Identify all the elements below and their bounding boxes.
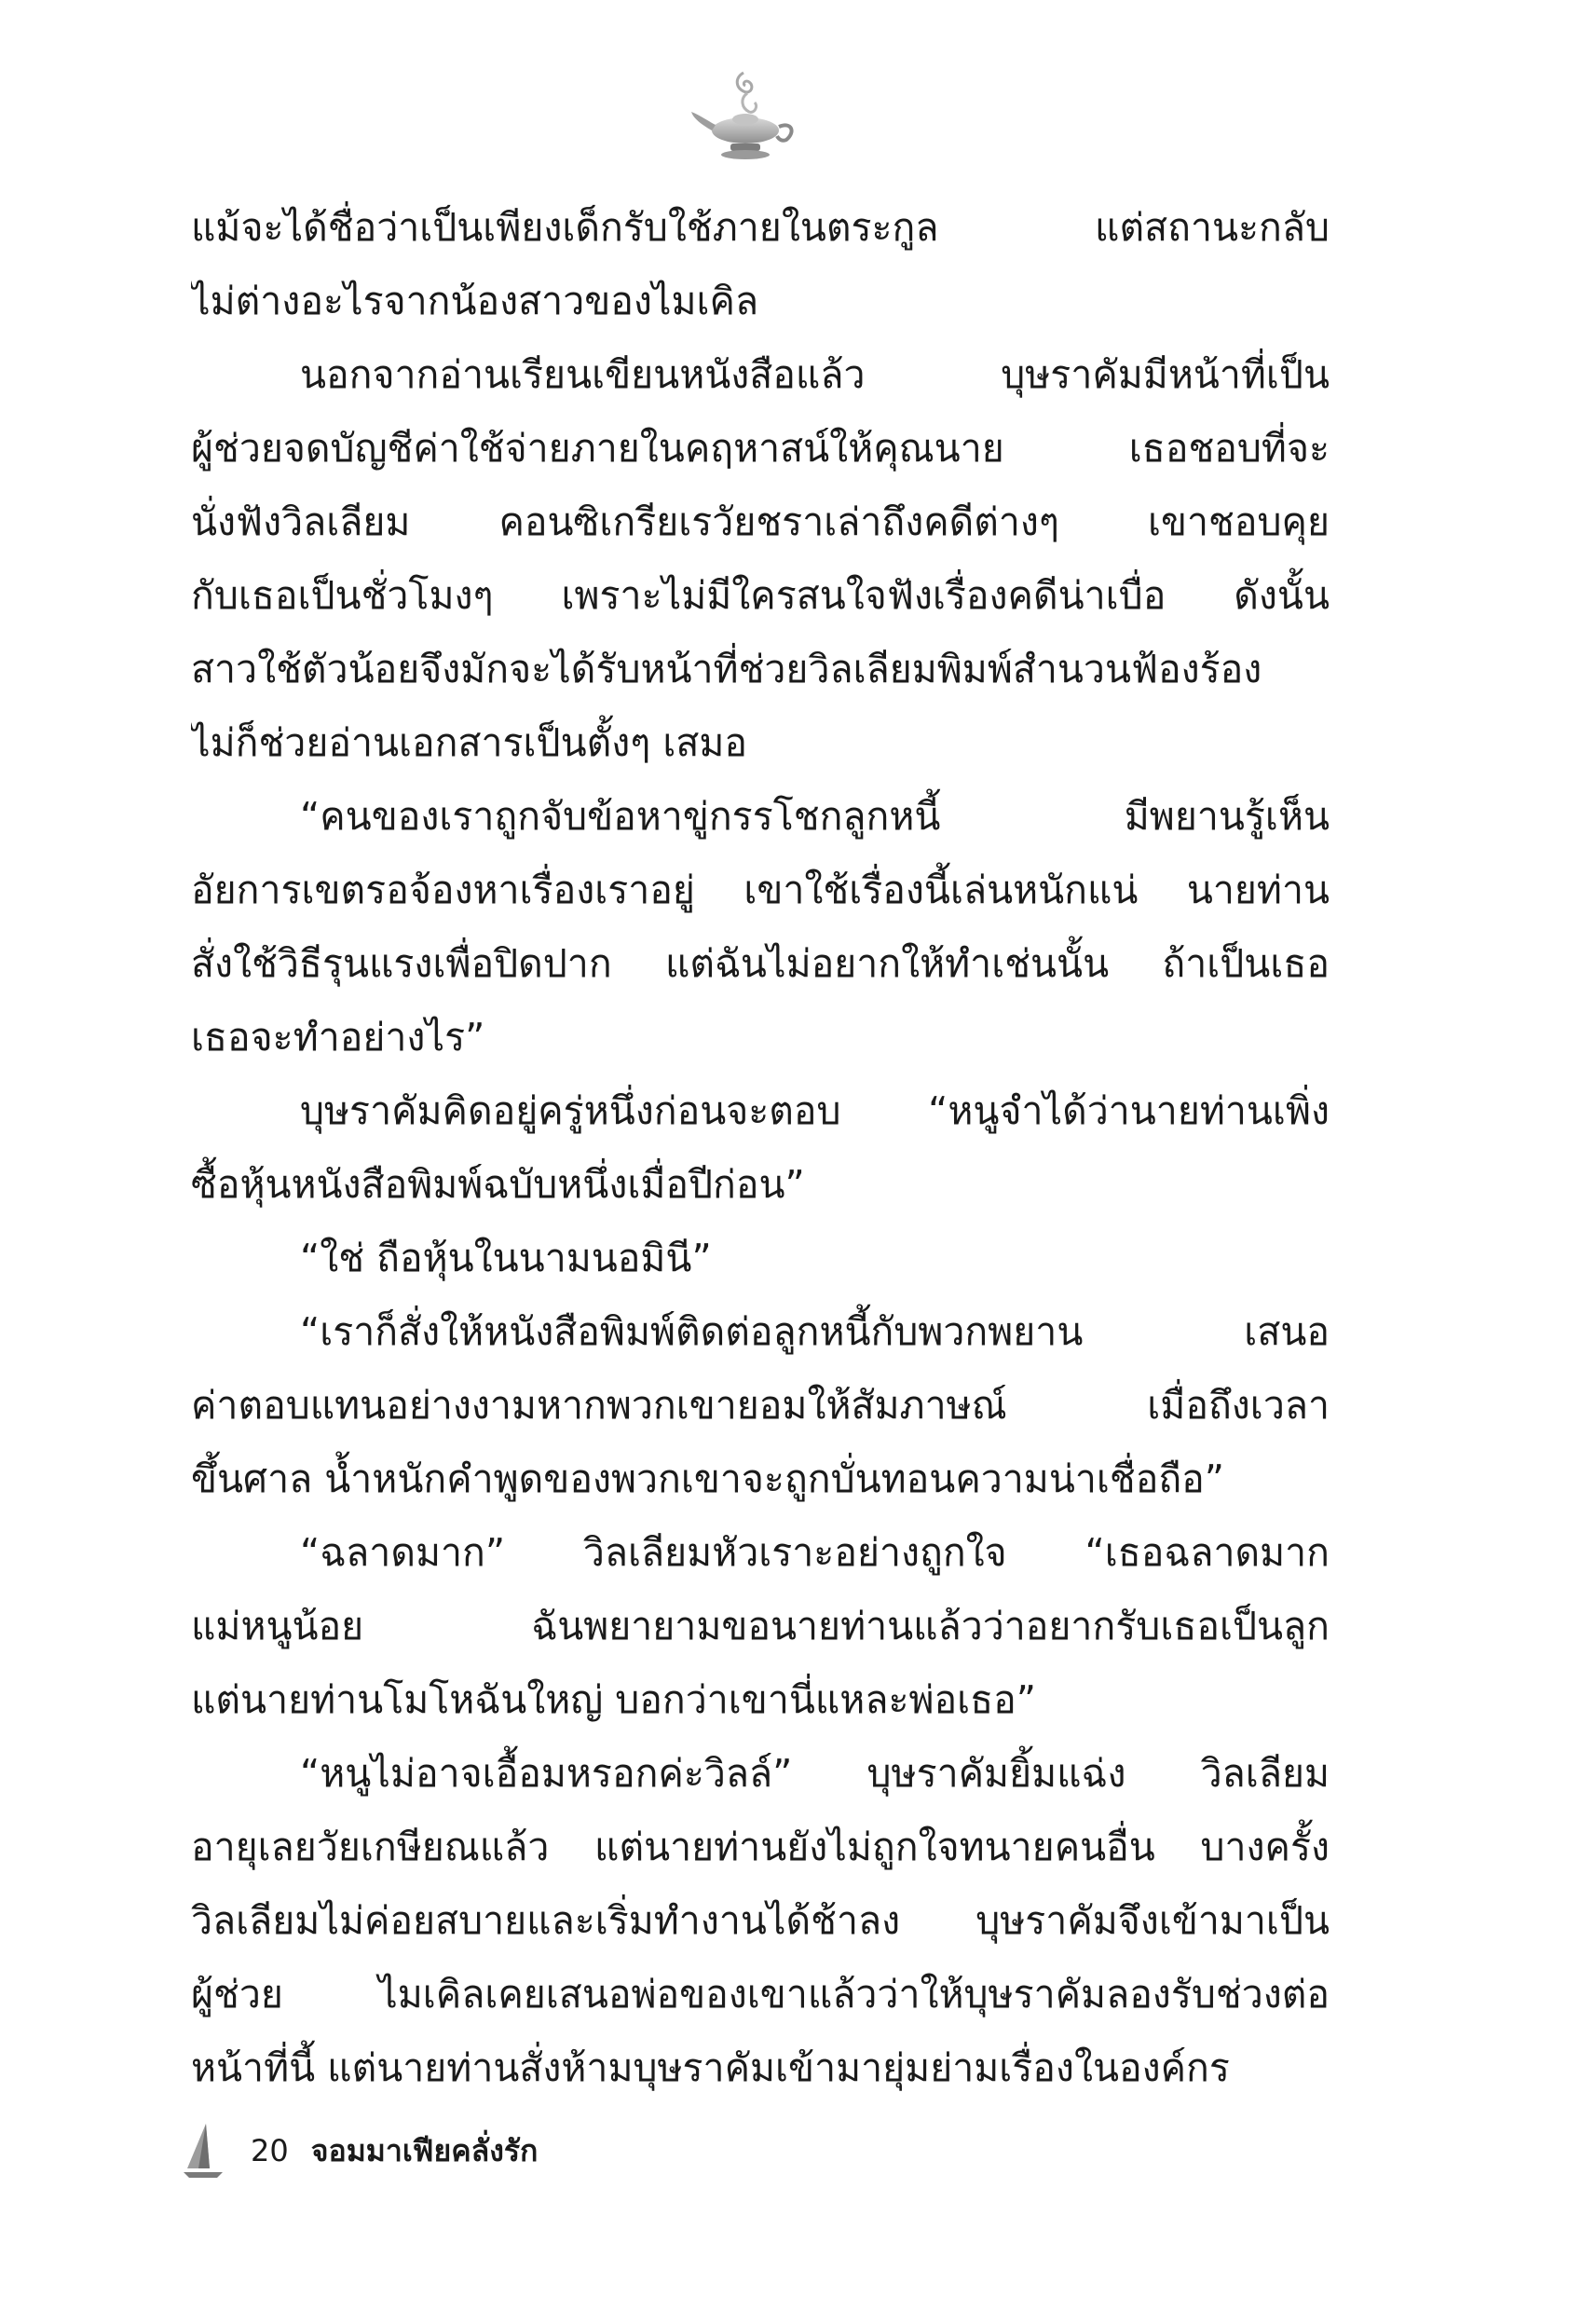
- book-title: จอมมาเฟียคลั่งรัก: [310, 2132, 539, 2168]
- text-line: บุษราคัมคิดอยู่ครู่หนึ่งก่อนจะตอบ “หนูจำได้ว่านายท่านเพิ่ง: [300, 1088, 1330, 1133]
- text-line: อัยการเขตรอจ้องหาเรื่องเราอยู่ เขาใช้เรื่องนี้เล่นหนักแน่ นายท่าน: [191, 868, 1330, 912]
- text-line: หน้าที่นี้ แต่นายท่านสั่งห้ามบุษราคัมเข้ามายุ่มย่ามเรื่องในองค์กร: [191, 2045, 1230, 2090]
- text-line: กับเธอเป็นชั่วโมงๆ เพราะไม่มีใครสนใจฟังเรื่องคดีน่าเบื่อ ดังนั้น: [191, 573, 1330, 618]
- page-footer: [182, 2123, 538, 2179]
- genie-lamp-icon: [689, 65, 801, 168]
- text-line: ไม่ก็ช่วยอ่านเอกสารเป็นตั้งๆ เสมอ: [191, 720, 748, 765]
- sailboat-icon: [182, 2122, 225, 2180]
- text-line: ไม่ต่างอะไรจากน้องสาวของไมเคิล: [191, 279, 759, 323]
- text-line: ขึ้นศาล น้ำหนักคำพูดของพวกเขาจะถูกบั่นทอนความน่าเชื่อถือ”: [191, 1456, 1225, 1501]
- text-line: นอกจากอ่านเรียนเขียนหนังสือแล้ว บุษราคัมมีหน้าที่เป็น: [300, 352, 1330, 397]
- text-line: นั่งฟังวิลเลียม คอนซิเกรียเรวัยชราเล่าถึงคดีต่างๆ เขาชอบคุย: [191, 499, 1330, 544]
- text-line: “หนูไม่อาจเอื้อมหรอกค่ะวิลล์” บุษราคัมยิ้มแฉ่ง วิลเลียม: [300, 1751, 1330, 1796]
- text-line: แม้จะได้ชื่อว่าเป็นเพียงเด็กรับใช้ภายในตระกูล แต่สถานะกลับ: [191, 205, 1330, 250]
- body-text: [191, 191, 1330, 2105]
- text-line: “เราก็สั่งให้หนังสือพิมพ์ติดต่อลูกหนี้กับพวกพยาน เสนอ: [300, 1309, 1330, 1354]
- text-line: “ใช่ ถือหุ้นในนามนอมินี”: [300, 1236, 712, 1280]
- text-line: “ฉลาดมาก” วิลเลียมหัวเราะอย่างถูกใจ “เธอฉลาดมาก: [300, 1530, 1330, 1575]
- text-line: สาวใช้ตัวน้อยจึงมักจะได้รับหน้าที่ช่วยวิลเลียมพิมพ์สำนวนฟ้องร้อง: [191, 647, 1262, 691]
- text-line: แม่หนูน้อย ฉันพยายามขอนายท่านแล้วว่าอยากรับเธอเป็นลูก: [191, 1604, 1330, 1648]
- text-line: ซื้อหุ้นหนังสือพิมพ์ฉบับหนึ่งเมื่อปีก่อน”: [191, 1162, 805, 1207]
- text-line: ผู้ช่วยจดบัญชีค่าใช้จ่ายภายในคฤหาสน์ให้คุณนาย เธอชอบที่จะ: [191, 426, 1330, 471]
- text-line: อายุเลยวัยเกษียณแล้ว แต่นายท่านยังไม่ถูกใจทนายคนอื่น บางครั้ง: [191, 1825, 1330, 1869]
- text-line: ค่าตอบแทนอย่างงามหากพวกเขายอมให้สัมภาษณ์ เมื่อถึงเวลา: [191, 1383, 1330, 1428]
- text-line: วิลเลียมไม่ค่อยสบายและเริ่มทำงานได้ช้าลง บุษราคัมจึงเข้ามาเป็น: [191, 1898, 1330, 1943]
- text-line: สั่งใช้วิธีรุนแรงเพื่อปิดปาก แต่ฉันไม่อยากให้ทำเช่นนั้น ถ้าเป็นเธอ: [191, 941, 1330, 986]
- page-number: 20: [251, 2133, 289, 2168]
- text-line: ผู้ช่วย ไมเคิลเคยเสนอพ่อของเขาแล้วว่าให้บุษราคัมลองรับช่วงต่อ: [191, 1972, 1330, 2017]
- text-line: แต่นายท่านโมโหฉันใหญ่ บอกว่าเขานี่แหละพ่อเธอ”: [191, 1677, 1037, 1722]
- text-line: “คนของเราถูกจับข้อหาขู่กรรโชกลูกหนี้ มีพยานรู้เห็น: [300, 794, 1330, 839]
- text-line: เธอจะทำอย่างไร”: [191, 1015, 485, 1060]
